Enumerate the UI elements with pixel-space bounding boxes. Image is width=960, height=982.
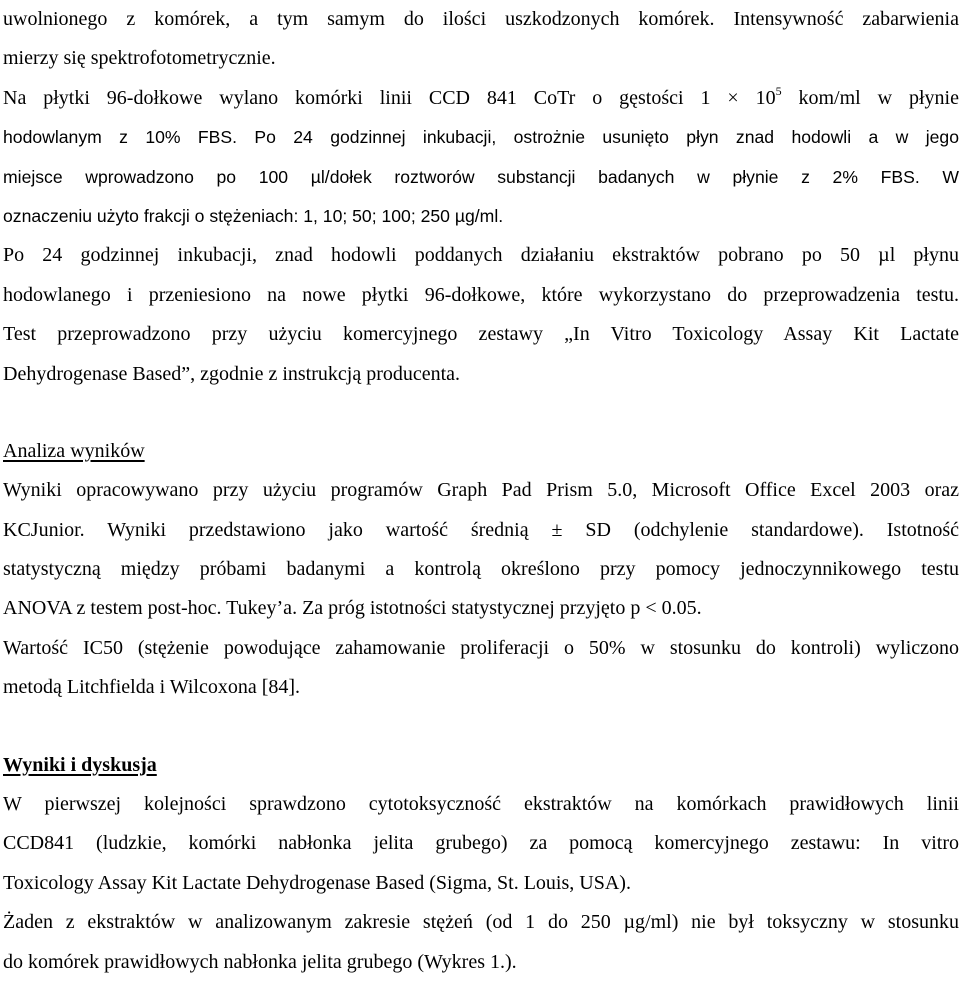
paragraph-test: [3, 315, 959, 394]
text-line: Dehydrogenase Based”, zgodnie z instrukcją producenta.: [3, 362, 461, 385]
text-line: miejsce wprowadzono po 100 µl/dołek roztworów substancji badanych w płynie z 2% FBS. W: [3, 166, 959, 187]
spacer: [3, 708, 959, 746]
text-line: statystyczną między próbami badanymi a kontrolą określono przy pomocy jednoczynnikowego testu: [3, 558, 959, 581]
section-heading: Wyniki i dyskusja: [3, 753, 157, 776]
text-line: do komórek prawidłowych nabłonka jelita grubego (Wykres 1.).: [3, 950, 517, 973]
section-analysis: [3, 432, 959, 708]
text-line: uwolnionego z komórek, a tym samym do ilości uszkodzonych komórek. Intensywność zabarwienia: [3, 8, 959, 30]
text-segment: kom/ml w płynie: [781, 86, 959, 109]
text-line: KCJunior. Wyniki przedstawiono jako wartość średnią ± SD (odchylenie standardowe). Istotność: [3, 518, 959, 541]
text-line: mierzy się spektrofotometrycznie.: [3, 47, 276, 70]
text-line: ANOVA z testem post-hoc. Tukey’a. Za próg istotności statystycznej przyjęto p < 0.05.: [3, 597, 702, 620]
document-page: [3, 0, 959, 982]
text-line: [3, 79, 959, 118]
text-line: W pierwszej kolejności sprawdzono cytotoksyczność ekstraktów na komórkach prawidłowych linii: [3, 793, 959, 816]
text-line: Po 24 godzinnej inkubacji, znad hodowli poddanych działaniu ekstraktów pobrano po 50 µl płynu: [3, 244, 959, 267]
paragraph-intro: [3, 0, 959, 79]
text-line: Wartość IC50 (stężenie powodujące zahamowanie proliferacji o 50% w stosunku do kontroli) wyliczono: [3, 636, 959, 659]
text-line: hodowlanego i przeniesiono na nowe płytki 96-dołkowe, które wykorzystano do przeprowadzenia testu.: [3, 283, 959, 306]
text-line: Toxicology Assay Kit Lactate Dehydrogenase Based (Sigma, St. Louis, USA).: [3, 871, 631, 894]
superscript-exponent: 5: [775, 83, 782, 98]
text-line: Wyniki opracowywano przy użyciu programów Graph Pad Prism 5.0, Microsoft Office Excel 2003 oraz: [3, 479, 959, 502]
section-results: [3, 746, 959, 982]
paragraph-transfer: [3, 236, 959, 315]
spacer: [3, 394, 959, 432]
text-line: metodą Litchfielda i Wilcoxona [84].: [3, 676, 301, 699]
text-line: oznaczeniu użyto frakcji o stężeniach: 1, 10; 50; 100; 250 µg/ml.: [3, 205, 504, 226]
text-segment: Na płytki 96-dołkowe wylano komórki linii CCD 841 CoTr o gęstości 1 × 10: [3, 86, 776, 109]
paragraph-plates: [3, 79, 959, 237]
text-line: CCD841 (ludzkie, komórki nabłonka jelita grubego) za pomocą komercyjnego zestawu: In vitro: [3, 832, 959, 855]
text-line: hodowlanym z 10% FBS. Po 24 godzinnej inkubacji, ostrożnie usunięto płyn znad hodowli a w jego: [3, 127, 959, 148]
text-line: Test przeprowadzono przy użyciu komercyjnego zestawy „In Vitro Toxicology Assay Kit Lactate: [3, 323, 959, 346]
section-heading: Analiza wyników: [3, 439, 145, 462]
text-line: Żaden z ekstraktów w analizowanym zakresie stężeń (od 1 do 250 µg/ml) nie był toksyczny w stosunku: [3, 911, 959, 934]
